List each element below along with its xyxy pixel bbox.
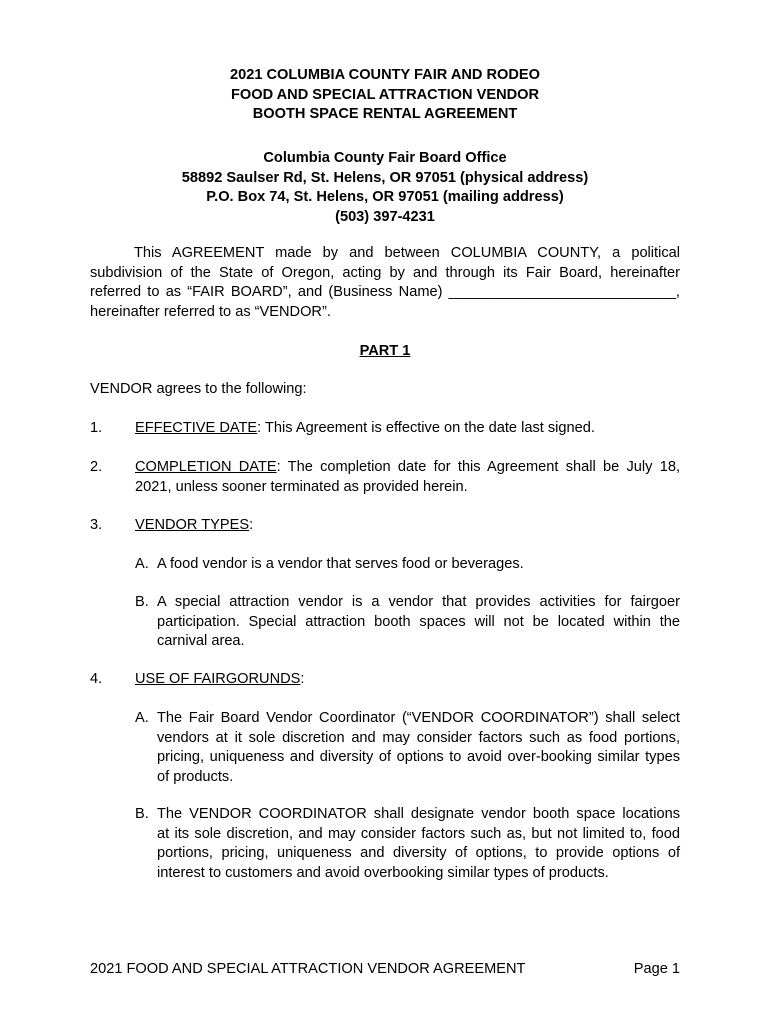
item-number: 3. xyxy=(90,517,103,533)
intro-paragraph xyxy=(90,244,680,322)
office-name: Columbia County Fair Board Office xyxy=(263,150,507,166)
footer-document-name: 2021 FOOD AND SPECIAL ATTRACTION VENDOR AGREEMENT xyxy=(90,961,526,977)
title-line-1: 2021 COLUMBIA COUNTY FAIR AND RODEO xyxy=(229,67,541,83)
office-address-block xyxy=(90,149,680,227)
sub-item-line: interest to customers and avoid overbooking similar types of products. xyxy=(157,864,609,881)
item-body xyxy=(135,458,680,497)
sub-item-line: carnival area. xyxy=(157,633,245,649)
sub-item-line: pricing, uniqueness and diversity of options to avoid over-booking similar types xyxy=(157,749,680,765)
item-line-2: 2021, unless sooner terminated as provided herein. xyxy=(135,478,468,495)
sub-item-letter: B. xyxy=(135,806,149,822)
sub-item-line: participation. Special attraction booth spaces will not be located within the xyxy=(157,613,680,630)
intro-line-2: subdivision of the State of Oregon, acting by and through its Fair Board, hereinafter xyxy=(90,264,680,281)
item-heading-suffix: : xyxy=(249,517,254,533)
item-body xyxy=(135,419,680,439)
mailing-address: P.O. Box 74, St. Helens, OR 97051 (mailing address) xyxy=(206,189,564,205)
sub-item-text xyxy=(157,555,680,575)
sub-item-letter: A. xyxy=(135,710,149,726)
item-line-1-rest: : The completion date for this Agreement shall be July 18, xyxy=(276,459,680,475)
item-body xyxy=(135,516,680,536)
item-line-1 xyxy=(135,458,680,478)
agrees-text: VENDOR agrees to the following: xyxy=(90,381,307,397)
sub-item-text xyxy=(157,593,680,652)
sub-item-line: The VENDOR COORDINATOR shall designate vendor booth space locations xyxy=(157,806,680,822)
item-heading: COMPLETION DATE xyxy=(135,459,277,475)
intro-line-4: hereinafter referred to as “VENDOR”. xyxy=(90,303,331,320)
sub-item-line: The Fair Board Vendor Coordinator (“VENDOR COORDINATOR”) shall select xyxy=(157,710,680,726)
sub-item-text xyxy=(157,709,680,787)
item-number: 1. xyxy=(90,420,103,436)
sub-item-line: vendors at it sole discretion and may consider factors such as food portions, xyxy=(157,729,680,746)
sub-item-line: portions, pricing, uniqueness and diversity of options, to provide options of xyxy=(157,845,680,861)
item-heading: VENDOR TYPES xyxy=(135,517,250,533)
sub-item-letter: A. xyxy=(135,556,149,572)
title-line-2: FOOD AND SPECIAL ATTRACTION VENDOR xyxy=(230,86,540,103)
footer-page-number: Page 1 xyxy=(633,961,680,977)
document-title xyxy=(90,66,680,125)
intro-line-3: referred to as “FAIR BOARD”, and (Business Name) ____________________________, xyxy=(90,284,680,300)
sub-item-line: A food vendor is a vendor that serves food or beverages. xyxy=(157,556,524,572)
intro-line-1 xyxy=(90,244,680,264)
item-heading: EFFECTIVE DATE xyxy=(135,420,258,436)
sub-item-line: A special attraction vendor is a vendor that provides activities for fairgoer xyxy=(157,594,680,610)
office-phone: (503) 397-4231 xyxy=(335,208,435,225)
part-heading: PART 1 xyxy=(359,343,411,359)
sub-item-line: at its sole discretion, and may consider factors such as, but not limited to, food xyxy=(157,825,680,842)
item-number: 2. xyxy=(90,459,103,475)
document-page xyxy=(90,0,680,1024)
sub-item-letter: B. xyxy=(135,594,149,610)
item-heading: USE OF FAIRGORUNDS xyxy=(135,671,301,687)
item-text: : This Agreement is effective on the date last signed. xyxy=(257,420,595,436)
sub-item-line: of products. xyxy=(157,768,234,785)
physical-address: 58892 Saulser Rd, St. Helens, OR 97051 (physical address) xyxy=(181,169,589,186)
intro-line-1-text: This AGREEMENT made by and between COLUMBIA COUNTY, a political xyxy=(134,245,680,261)
item-number: 4. xyxy=(90,671,103,687)
title-line-3: BOOTH SPACE RENTAL AGREEMENT xyxy=(252,106,518,122)
item-heading-suffix: : xyxy=(300,671,305,687)
item-body xyxy=(135,670,680,690)
sub-item-text xyxy=(157,805,680,883)
